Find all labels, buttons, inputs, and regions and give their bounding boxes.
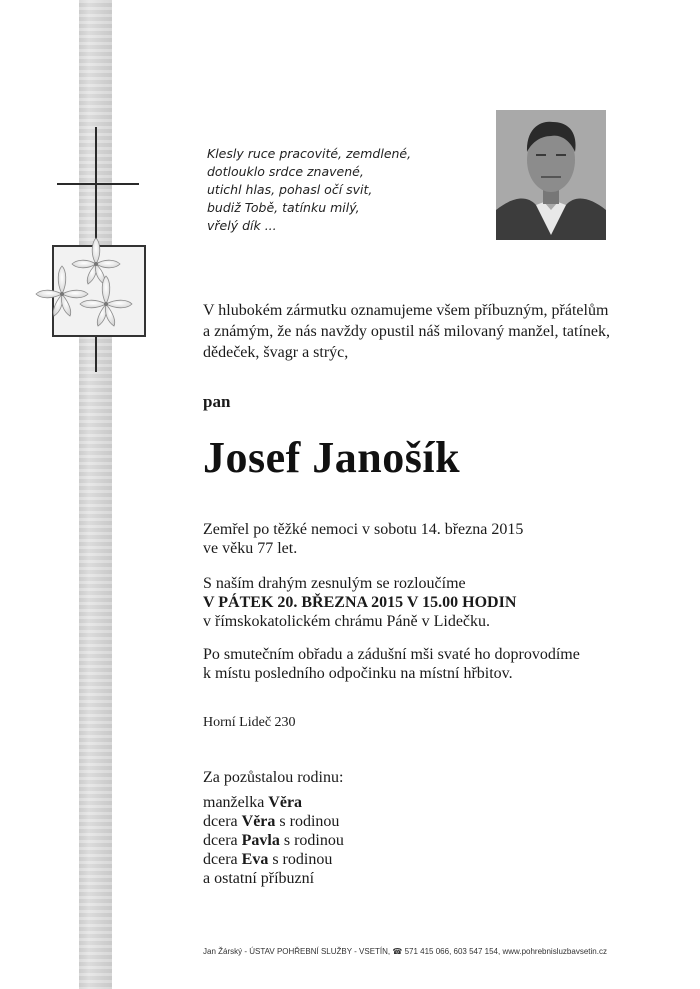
family-relation: dcera: [203, 832, 242, 849]
footer: [203, 947, 607, 956]
family-suffix: s rodinou: [279, 832, 344, 849]
family-relation: dcera: [203, 813, 242, 830]
intro-line: dědeček, švagr a strýc,: [203, 344, 349, 361]
intro-line: a známým, že nás navždy opustil náš milovaný manžel, tatínek,: [203, 323, 610, 340]
intro-line: V hlubokém zármutku oznamujeme všem příbuzným, přátelům: [203, 302, 609, 319]
burial-line: k místu posledního odpočinku na místní hřbitov.: [203, 665, 513, 682]
family-name: Pavla: [241, 832, 280, 849]
funeral-line: S naším drahým zesnulým se rozloučíme: [203, 575, 466, 592]
family-member: [203, 850, 643, 869]
poem-line: utichl hlas, pohasl očí svit,: [207, 182, 373, 197]
family-name: Věra: [268, 794, 303, 811]
family-heading: Za pozůstalou rodinu:: [203, 769, 344, 786]
death-info-line: Zemřel po těžké nemoci v sobotu 14. března 2015: [203, 521, 524, 538]
footer-contact: 571 415 066, 603 547 154, www.pohrebnisluzbavsetin.cz: [402, 947, 607, 956]
family-suffix: s rodinou: [275, 813, 340, 830]
funeral-place: v římskokatolickém chrámu Páně v Lidečku.: [203, 613, 491, 630]
family-closing: a ostatní příbuzní: [203, 870, 315, 887]
poem-line: Klesly ruce pracovité, zemdlené,: [207, 146, 412, 161]
poem-line: budiž Tobě, tatínku milý,: [207, 200, 360, 215]
phone-icon: ☎: [392, 947, 403, 956]
family-signature: [203, 768, 643, 888]
poem: [207, 145, 411, 235]
family-name: Věra: [241, 813, 276, 830]
poem-line: vřelý dík ...: [207, 218, 277, 233]
funeral-date-time: V PÁTEK 20. BŘEZNA 2015 V 15.00 HODIN: [203, 594, 517, 611]
burial-info: [203, 645, 643, 683]
salutation: pan: [203, 392, 231, 411]
family-relation: manželka: [203, 794, 269, 811]
funeral-info: [203, 574, 643, 631]
cross-icon-horizontal: [57, 183, 139, 185]
lily-flowers-icon: [34, 236, 149, 341]
family-suffix: s rodinou: [268, 851, 333, 868]
address: Horní Lideč 230: [203, 715, 296, 730]
family-member: [203, 793, 643, 812]
death-info-line: ve věku 77 let.: [203, 540, 298, 557]
family-relation: dcera: [203, 851, 242, 868]
family-member: [203, 812, 643, 831]
portrait-photo: [496, 110, 606, 240]
poem-line: dotlouklo srdce znavené,: [207, 164, 364, 179]
burial-line: Po smutečním obřadu a zádušní mši svaté ho doprovodíme: [203, 646, 580, 663]
deceased-name: Josef Janošík: [203, 433, 461, 482]
footer-company: Jan Žárský - ÚSTAV POHŘEBNÍ SLUŽBY - VSETÍN,: [203, 947, 391, 956]
announcement-intro: [203, 300, 643, 363]
family-name: Eva: [241, 851, 269, 868]
family-member: [203, 831, 643, 850]
death-info: [203, 520, 643, 558]
